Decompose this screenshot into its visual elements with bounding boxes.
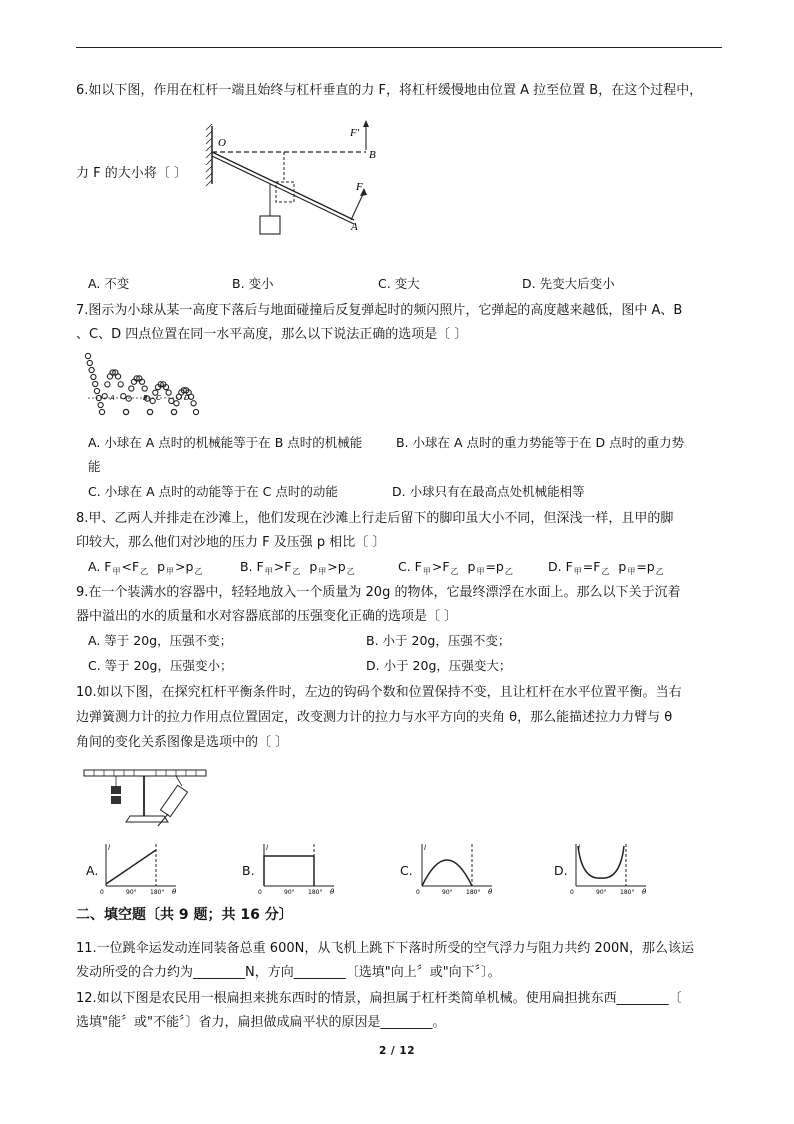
q10-a-yvar: l bbox=[108, 844, 110, 852]
q12-stem-cont: 选填"能〞或"不能〞〕省力，扁担做成扁平状的原因是________。 bbox=[76, 1015, 446, 1030]
q6-stem: 6.如以下图，作用在杠杆一端且始终与杠杆垂直的力 F，将杠杆缓慢地由位置 A 拉至位置 B，在这个过程中， bbox=[76, 83, 703, 98]
q10-a-origin: 0 bbox=[100, 889, 104, 896]
ball-image bbox=[98, 402, 103, 407]
q7-label-d: D bbox=[184, 394, 190, 402]
q10-c-xvar: θ bbox=[488, 888, 493, 896]
q8-option-c[interactable]: C. $F_甲>F_乙$ $p_甲=p_乙$ bbox=[398, 559, 513, 576]
q6-lever-figure bbox=[204, 120, 384, 240]
ball-image bbox=[115, 374, 120, 379]
q10-a-tick180: 180° bbox=[150, 889, 165, 896]
q8-option-b[interactable]: B. $F_甲>F_乙$ $p_甲>p_乙$ bbox=[240, 559, 355, 576]
q6-label-f: F bbox=[356, 181, 363, 193]
q10-graph-b[interactable] bbox=[256, 842, 338, 896]
q8-stem-cont: 印较大，那么他们对沙地的压力 F 及压强 p 相比〔 〕 bbox=[76, 535, 386, 550]
q7-option-d[interactable]: D. 小球只有在最高点处机械能相等 bbox=[392, 484, 585, 499]
ball-image bbox=[150, 398, 155, 403]
q10-b-origin: 0 bbox=[258, 889, 262, 896]
page-number: 2 / 12 bbox=[378, 1045, 416, 1057]
q12-stem: 12.如以下图是农民用一根扁担来挑东西时的情景，扁担属于杠杆类简单机械。使用扁担挑东西________〔 bbox=[76, 991, 682, 1006]
section-heading-fill-in: 二、填空题〔共 9 题；共 16 分〕 bbox=[76, 907, 293, 923]
ball-image bbox=[87, 360, 92, 365]
q11-stem-cont: 发动所受的合力约为________N，方向________〔选填"向上〞或"向下〞〕。 bbox=[76, 965, 501, 980]
q6-label-f-prime: F' bbox=[350, 127, 360, 139]
q10-stem-cont: 边弹簧测力计的拉力作用点位置固定，改变测力计的拉力与水平方向的夹角 θ，那么能描述拉力力臂与 θ bbox=[76, 710, 673, 725]
q10-d-xvar: θ bbox=[642, 888, 647, 896]
q7-option-b-cont: 能 bbox=[88, 459, 101, 474]
q6-stem-cont: 力 F 的大小将〔 〕 bbox=[76, 166, 187, 181]
ball-image bbox=[105, 382, 110, 387]
q10-d-origin: 0 bbox=[570, 889, 574, 896]
q10-stem-cont2: 角间的变化关系图像是选项中的〔 〕 bbox=[76, 735, 289, 750]
q10-b-tick90: 90° bbox=[284, 889, 295, 896]
ball-image bbox=[166, 390, 171, 395]
q6-label-a: A bbox=[351, 221, 358, 233]
q6-option-a[interactable]: A. 不变 bbox=[88, 276, 130, 291]
q9-option-d[interactable]: D. 小于 20g，压强变大； bbox=[366, 658, 512, 673]
q10-graph-a[interactable] bbox=[98, 842, 180, 896]
q7-label-b: B bbox=[143, 394, 148, 402]
q10-c-tick180: 180° bbox=[466, 889, 481, 896]
ball-image bbox=[123, 409, 128, 414]
ball-image bbox=[171, 409, 176, 414]
q6-label-o: O bbox=[218, 137, 226, 149]
q10-b-tick180: 180° bbox=[308, 889, 323, 896]
q10-b-yvar: l bbox=[266, 844, 268, 852]
q8-option-a[interactable]: A. $F_甲<F_乙$ $p_甲>p_乙$ bbox=[88, 559, 203, 576]
q6-option-d[interactable]: D. 先变大后变小 bbox=[522, 276, 615, 291]
q10-c-yvar: l bbox=[424, 844, 426, 852]
q7-option-c[interactable]: C. 小球在 A 点时的动能等于在 C 点时的动能 bbox=[88, 484, 338, 499]
q10-d-tick180: 180° bbox=[620, 889, 635, 896]
ball-image bbox=[193, 409, 198, 414]
ball-image bbox=[147, 409, 152, 414]
q10-graph-d[interactable] bbox=[568, 842, 650, 896]
q7-option-a[interactable]: A. 小球在 A 点时的机械能等于在 B 点时的机械能 bbox=[88, 435, 363, 450]
q7-bounce-figure bbox=[80, 350, 210, 422]
ball-image bbox=[174, 401, 179, 406]
header-rule bbox=[76, 47, 722, 48]
q10-d-tick90: 90° bbox=[596, 889, 607, 896]
q10-stem: 10.如以下图，在探究杠杆平衡条件时，左边的钩码个数和位置保持不变，且让杠杆在水平位置平衡。当右 bbox=[76, 685, 682, 700]
q10-graph-c-letter[interactable]: C. bbox=[400, 863, 413, 878]
ball-image bbox=[191, 401, 196, 406]
q10-graph-d-letter[interactable]: D. bbox=[554, 863, 568, 878]
q9-option-c[interactable]: C. 等于 20g，压强变小； bbox=[88, 658, 233, 673]
q8-option-d[interactable]: D. $F_甲=F_乙$ $p_甲=p_乙$ bbox=[548, 559, 664, 576]
ball-image bbox=[99, 409, 104, 414]
ball-image bbox=[126, 396, 131, 401]
ball-image bbox=[169, 398, 174, 403]
ball-image bbox=[85, 353, 90, 358]
q11-stem: 11.一位跳伞运发动连同装备总重 600N，从飞机上跳下下落时所受的空气浮力与阻力共约 200N，那么该运 bbox=[76, 941, 695, 956]
q10-c-tick90: 90° bbox=[442, 889, 453, 896]
q7-option-b[interactable]: B. 小球在 A 点时的重力势能等于在 D 点时的重力势 bbox=[396, 435, 685, 450]
q10-graph-b-letter[interactable]: B. bbox=[242, 863, 255, 878]
q10-graph-c[interactable] bbox=[414, 842, 496, 896]
ball-image bbox=[91, 374, 96, 379]
q10-a-xvar: θ bbox=[172, 888, 177, 896]
q8-stem: 8.甲、乙两人并排走在沙滩上，他们发现在沙滩上行走后留下的脚印虽大小不同，但深浅一样，且甲的脚 bbox=[76, 511, 674, 526]
ball-image bbox=[129, 386, 134, 391]
ball-image bbox=[94, 388, 99, 393]
q6-option-b[interactable]: B. 变小 bbox=[232, 276, 274, 291]
q9-stem-cont: 器中溢出的水的质量和水对容器底部的压强变化正确的选项是〔 〕 bbox=[76, 609, 458, 624]
q9-option-a[interactable]: A. 等于 20g，压强不变； bbox=[88, 633, 233, 648]
ball-image bbox=[118, 382, 123, 387]
ball-image bbox=[93, 381, 98, 386]
q6-option-c[interactable]: C. 变大 bbox=[378, 276, 420, 291]
q7-stem-cont: 、C、D 四点位置在同一水平高度，那么以下说法正确的选项是〔 〕 bbox=[76, 327, 468, 342]
q6-label-b: B bbox=[369, 149, 376, 161]
q7-stem: 7.图示为小球从某一高度下落后与地面碰撞后反复弹起时的频闪照片，它弹起的高度越来越低，图中 A、B bbox=[76, 303, 683, 318]
q10-d-yvar: l bbox=[578, 844, 580, 852]
q10-graph-a-letter[interactable]: A. bbox=[86, 863, 99, 878]
q9-option-b[interactable]: B. 小于 20g，压强不变； bbox=[366, 633, 511, 648]
q10-c-origin: 0 bbox=[416, 889, 420, 896]
q10-lever-apparatus-figure bbox=[82, 764, 210, 830]
ball-image bbox=[142, 386, 147, 391]
ball-image bbox=[89, 367, 94, 372]
q9-stem: 9.在一个装满水的容器中，轻轻地放入一个质量为 20g 的物体，它最终漂浮在水面上。那么以下关于沉着 bbox=[76, 585, 681, 600]
q7-label-c: C bbox=[156, 394, 161, 402]
q10-b-xvar: θ bbox=[330, 888, 335, 896]
q7-label-a: A bbox=[110, 394, 115, 402]
q10-a-tick90: 90° bbox=[126, 889, 137, 896]
